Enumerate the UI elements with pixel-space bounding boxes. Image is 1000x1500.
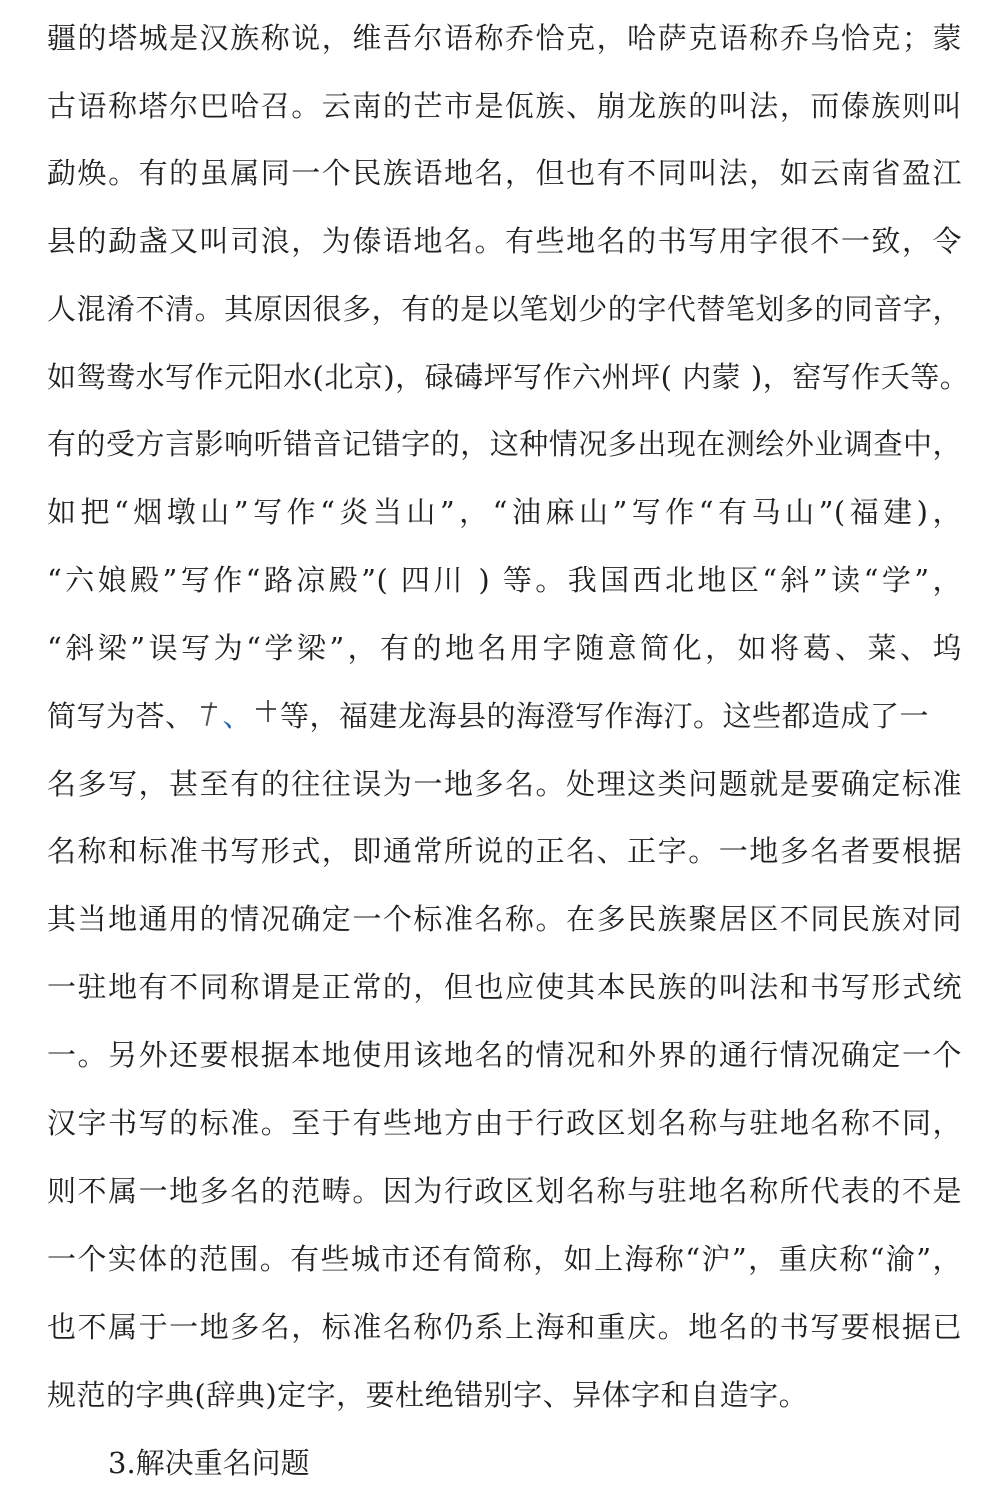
text-line-10: “斜梁”误写为“学梁”，有的地名用字随意简化，如将葛、菜、坞 [47, 631, 962, 665]
text-line-8: 如把“烟墩山”写作“炎当山”，“油麻山”写作“有马山”(福建)， [47, 495, 962, 529]
text-line-12: 名多写，甚至有的往往误为一地多名。处理这类问题就是要确定标准 [47, 767, 962, 801]
text-line-15: 一驻地有不同称谓是正常的，但也应使其本民族的叫法和书写形式统 [47, 970, 962, 1004]
text-line-21: 规范的字典(辞典)定字，要杜绝错别字、异体字和自造字。 [47, 1378, 809, 1412]
text-line-11-after: 等，福建龙海县的海澄写作海汀。这些都造成了一 [280, 699, 930, 733]
text-line-1: 疆的塔城是汉族称说，维吾尔语称乔恰克，哈萨克语称乔乌恰克；蒙 [47, 21, 962, 55]
text-line-17: 汉字书写的标准。至于有些地方由于行政区划名称与驻地名称不同， [47, 1106, 962, 1140]
text-line-11 [47, 686, 962, 746]
text-line-19: 一个实体的范围。有些城市还有简称，如上海称“沪”，重庆称“渝”， [47, 1242, 962, 1276]
text-line-11-before: 简写为荅、 [47, 699, 195, 733]
text-line-13: 名称和标准书写形式，即通常所说的正名、正字。一地多名者要根据 [47, 834, 962, 868]
simplified-char-glyph [252, 700, 280, 730]
text-line-5: 人混淆不清。其原因很多，有的是以笔划少的字代替笔划多的同音字， [47, 292, 962, 326]
section-heading: 3.解决重名问题 [108, 1446, 310, 1480]
text-line-20: 也不属于一地多名，标准名称仍系上海和重庆。地名的书写要根据已 [47, 1310, 962, 1344]
text-line-18: 则不属一地多名的范畴。因为行政区划名称与驻地名称所代表的不是 [47, 1174, 962, 1208]
text-line-7: 有的受方言影响听错音记错字的，这种情况多出现在测绘外业调查中， [47, 427, 962, 461]
text-line-14: 其当地通用的情况确定一个标准名称。在多民族聚居区不同民族对同 [47, 902, 962, 936]
text-line-11-separator: 、 [222, 699, 253, 733]
simplified-char-glyph [195, 700, 223, 730]
text-line-3: 勐焕。有的虽属同一个民族语地名，但也有不同叫法，如云南省盈江 [47, 156, 962, 190]
text-line-9: “六娘殿”写作“路凉殿”( 四川 ) 等。我国西北地区“斜”读“学”， [47, 563, 962, 597]
text-line-16: 一。另外还要根据本地使用该地名的情况和外界的通行情况确定一个 [47, 1038, 962, 1072]
text-line-4: 县的勐盏又叫司浪，为傣语地名。有些地名的书写用字很不一致，令 [47, 224, 962, 258]
text-line-2: 古语称塔尔巴哈召。云南的芒市是佤族、崩龙族的叫法，而傣族则叫 [47, 89, 962, 123]
text-line-6: 如鸳鸯水写作元阳水(北京)，碌碡坪写作六州坪( 内蒙 )，窑写作夭等。 [47, 360, 970, 394]
